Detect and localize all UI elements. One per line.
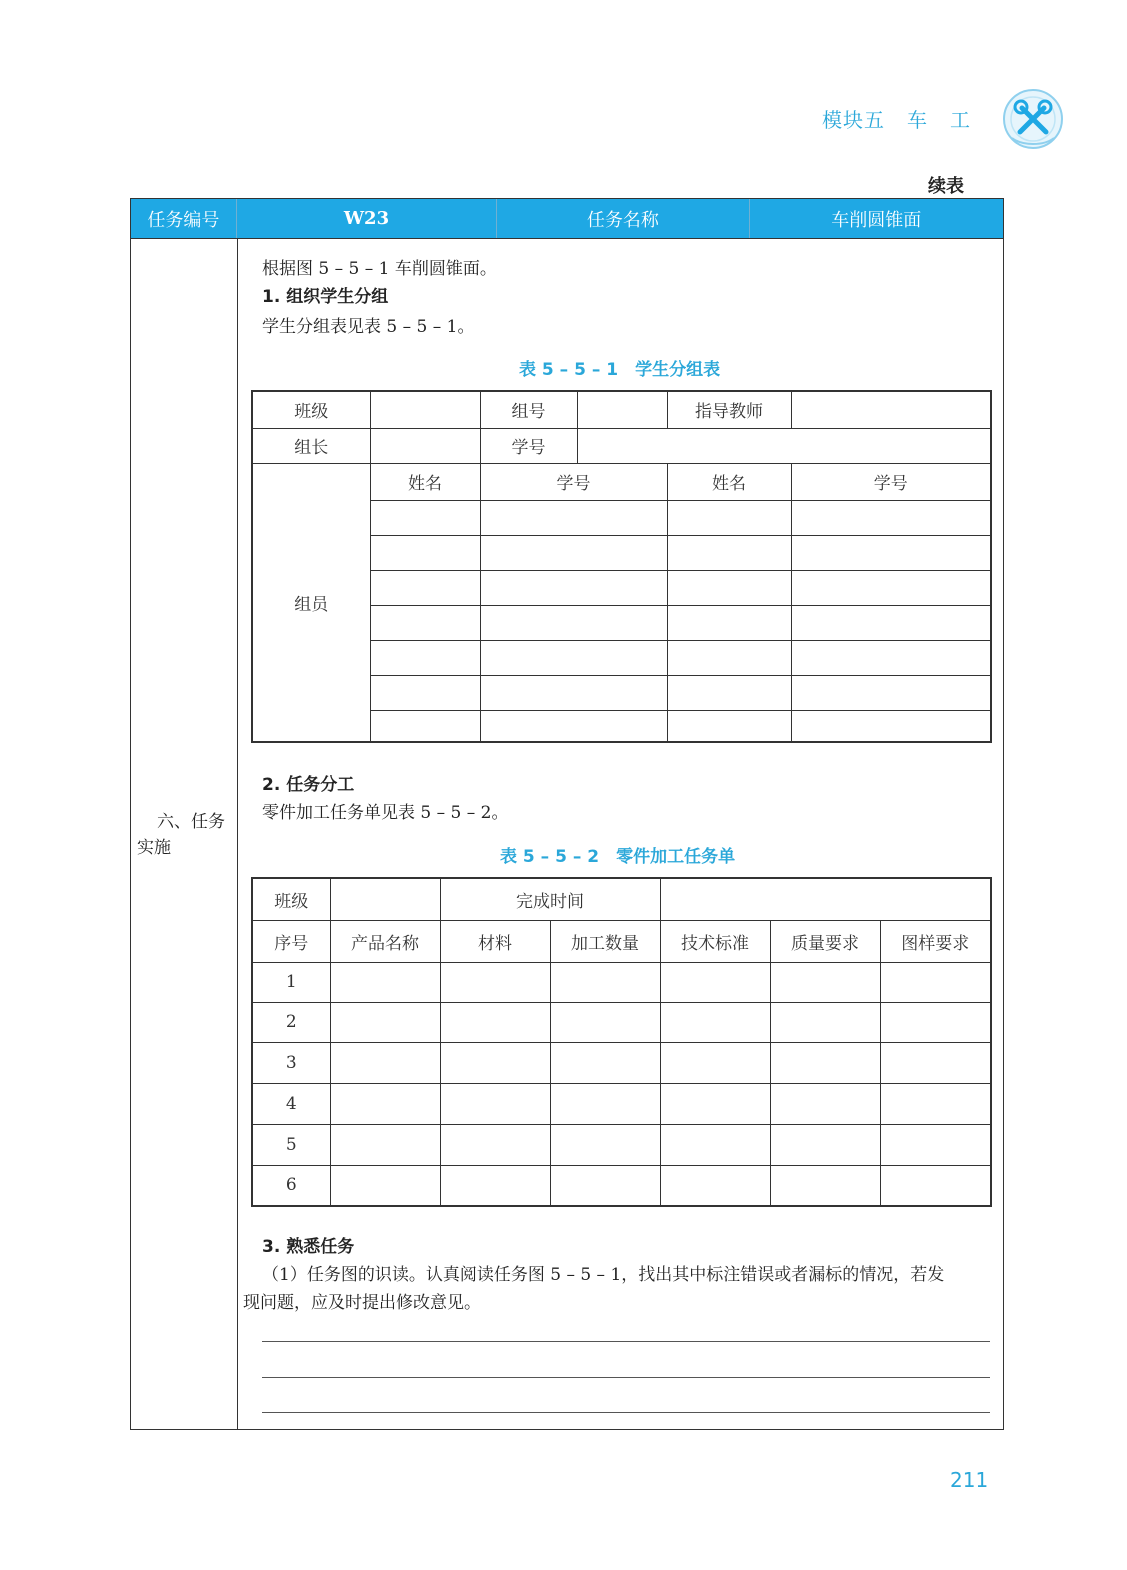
member-id[interactable] — [791, 710, 991, 742]
cell[interactable] — [660, 1165, 770, 1206]
leader-id-cell[interactable] — [577, 428, 991, 463]
cell[interactable] — [770, 1165, 880, 1206]
table2-header-row — [252, 920, 991, 962]
row-index: 3 — [252, 1042, 330, 1083]
cell[interactable] — [330, 1083, 440, 1124]
members-label: 组员 — [252, 463, 370, 742]
table-row — [252, 1165, 991, 1206]
writing-line[interactable] — [262, 1377, 990, 1378]
table1-caption: 表 5 – 5 – 1 学生分组表 — [519, 360, 721, 380]
cell[interactable] — [330, 1165, 440, 1206]
section-label-line1: 六、任务 — [157, 812, 225, 832]
student-group-table — [251, 390, 992, 743]
step2-text: 零件加工任务单见表 5 – 5 – 2。 — [262, 803, 509, 823]
cell[interactable] — [550, 1002, 660, 1042]
cell[interactable] — [880, 962, 991, 1002]
table2-caption: 表 5 – 5 – 2 零件加工任务单 — [500, 847, 736, 867]
col-tech-standard: 技术标准 — [660, 920, 770, 962]
cell[interactable] — [770, 1083, 880, 1124]
cell[interactable] — [880, 1083, 991, 1124]
member-id[interactable] — [791, 675, 991, 710]
col-quantity: 加工数量 — [550, 920, 660, 962]
leader-cell[interactable] — [370, 428, 480, 463]
part-task-table — [251, 877, 992, 1207]
module-topic-1: 车 — [907, 108, 928, 132]
table-row — [252, 1002, 991, 1042]
cell[interactable] — [770, 962, 880, 1002]
cell[interactable] — [440, 1042, 550, 1083]
class-label-2: 班级 — [252, 878, 330, 920]
intro-text: 根据图 5 – 5 – 1 车削圆锥面。 — [262, 259, 497, 279]
cell[interactable] — [330, 1042, 440, 1083]
member-id[interactable] — [480, 675, 667, 710]
member-name[interactable] — [667, 570, 791, 605]
member-id[interactable] — [791, 570, 991, 605]
cell[interactable] — [550, 962, 660, 1002]
col-quality: 质量要求 — [770, 920, 880, 962]
task-header-bar — [131, 199, 1003, 239]
cell[interactable] — [770, 1002, 880, 1042]
cell[interactable] — [770, 1042, 880, 1083]
cell[interactable] — [440, 1083, 550, 1124]
group-no-label: 组号 — [480, 391, 577, 428]
member-name[interactable] — [667, 605, 791, 640]
cell[interactable] — [660, 1002, 770, 1042]
member-name[interactable] — [370, 570, 480, 605]
member-name[interactable] — [370, 535, 480, 570]
member-id[interactable] — [480, 710, 667, 742]
module-name: 模块五 — [822, 108, 885, 132]
row-index: 4 — [252, 1083, 330, 1124]
cell[interactable] — [550, 1165, 660, 1206]
id-header: 学号 — [480, 463, 667, 500]
member-name[interactable] — [370, 640, 480, 675]
member-name[interactable] — [667, 535, 791, 570]
step3-text-line2: 现问题，应及时提出修改意见。 — [243, 1293, 481, 1313]
id-header-2: 学号 — [791, 463, 991, 500]
member-id[interactable] — [791, 500, 991, 535]
row-index: 2 — [252, 1002, 330, 1042]
section-label — [137, 809, 233, 861]
class-label: 班级 — [252, 391, 370, 428]
member-id[interactable] — [480, 605, 667, 640]
col-material: 材料 — [440, 920, 550, 962]
cell[interactable] — [880, 1042, 991, 1083]
step3-title: 3. 熟悉任务 — [262, 1237, 355, 1257]
row-index: 5 — [252, 1124, 330, 1165]
completion-time-cell[interactable] — [660, 878, 991, 920]
writing-line[interactable] — [262, 1341, 990, 1342]
member-id[interactable] — [791, 605, 991, 640]
member-name[interactable] — [667, 710, 791, 742]
task-no-value: W23 — [237, 199, 497, 238]
member-name[interactable] — [667, 640, 791, 675]
class-cell-2[interactable] — [330, 878, 440, 920]
continued-label: 续表 — [928, 176, 964, 197]
member-id[interactable] — [480, 500, 667, 535]
col-product-name: 产品名称 — [330, 920, 440, 962]
cell[interactable] — [660, 1042, 770, 1083]
cell[interactable] — [440, 962, 550, 1002]
table-row — [252, 962, 991, 1002]
cell[interactable] — [550, 1124, 660, 1165]
table-row — [252, 1042, 991, 1083]
member-id[interactable] — [791, 640, 991, 675]
group-no-cell[interactable] — [577, 391, 667, 428]
cell[interactable] — [660, 1083, 770, 1124]
cell[interactable] — [550, 1083, 660, 1124]
col-index: 序号 — [252, 920, 330, 962]
cell[interactable] — [440, 1124, 550, 1165]
writing-line[interactable] — [262, 1412, 990, 1413]
cell[interactable] — [550, 1042, 660, 1083]
cell[interactable] — [660, 1124, 770, 1165]
row-index: 1 — [252, 962, 330, 1002]
cell[interactable] — [440, 1002, 550, 1042]
completion-time-label: 完成时间 — [440, 878, 660, 920]
leader-label: 组长 — [252, 428, 370, 463]
member-name[interactable] — [667, 500, 791, 535]
member-id[interactable] — [480, 535, 667, 570]
table-row — [252, 1083, 991, 1124]
member-name[interactable] — [370, 675, 480, 710]
member-id[interactable] — [480, 570, 667, 605]
name-header-2: 姓名 — [667, 463, 791, 500]
member-name[interactable] — [370, 710, 480, 742]
member-id[interactable] — [480, 640, 667, 675]
cell[interactable] — [880, 1165, 991, 1206]
section-divider — [237, 239, 238, 1429]
module-topic-2: 工 — [950, 108, 971, 132]
step1-text: 学生分组表见表 5 – 5 – 1。 — [262, 317, 475, 337]
member-id[interactable] — [791, 535, 991, 570]
member-name[interactable] — [370, 605, 480, 640]
task-no-label: 任务编号 — [131, 199, 237, 238]
cell[interactable] — [770, 1124, 880, 1165]
page-number: 211 — [950, 1468, 989, 1492]
cell[interactable] — [880, 1124, 991, 1165]
table-row — [252, 1124, 991, 1165]
member-name[interactable] — [667, 675, 791, 710]
section-label-line2: 实施 — [137, 838, 171, 858]
cell[interactable] — [440, 1165, 550, 1206]
wrench-logo-icon — [1002, 88, 1064, 150]
cell[interactable] — [880, 1002, 991, 1042]
cell[interactable] — [330, 1002, 440, 1042]
task-name-value: 车削圆锥面 — [831, 209, 922, 231]
task-name-label: 任务名称 — [497, 199, 749, 238]
cell[interactable] — [660, 962, 770, 1002]
step2-title: 2. 任务分工 — [262, 775, 355, 795]
step3-text-line1: （1）任务图的识读。认真阅读任务图 5 – 5 – 1，找出其中标注错误或者漏标的情况，若发 — [262, 1265, 945, 1285]
step1-title: 1. 组织学生分组 — [262, 287, 389, 307]
cell[interactable] — [330, 962, 440, 1002]
member-name[interactable] — [370, 500, 480, 535]
instructor-label: 指导教师 — [667, 391, 791, 428]
row-index: 6 — [252, 1165, 330, 1206]
col-drawing: 图样要求 — [880, 920, 991, 962]
class-cell[interactable] — [370, 391, 480, 428]
module-title — [822, 104, 993, 133]
leader-id-label: 学号 — [480, 428, 577, 463]
name-header: 姓名 — [370, 463, 480, 500]
cell[interactable] — [330, 1124, 440, 1165]
instructor-cell[interactable] — [791, 391, 991, 428]
